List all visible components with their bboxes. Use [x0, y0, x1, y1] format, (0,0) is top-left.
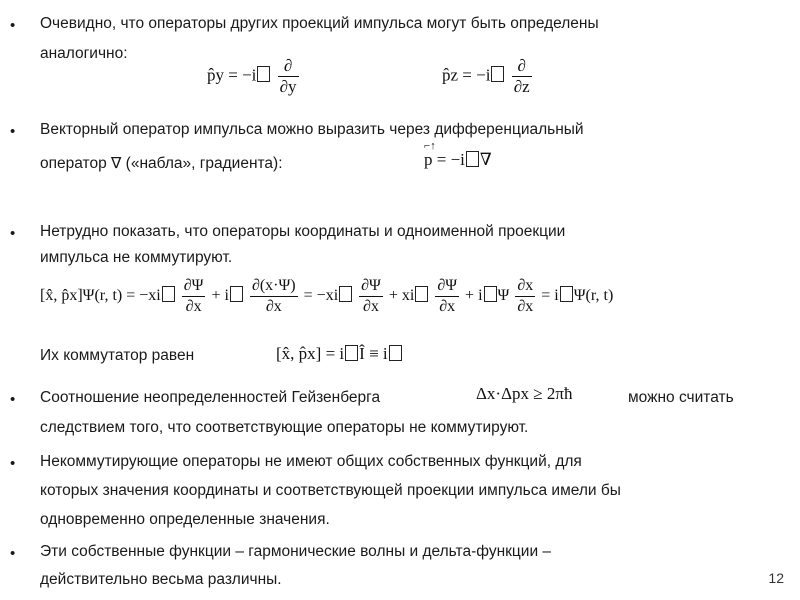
fraction-numerator: ∂Ψ [359, 276, 383, 297]
fraction [182, 276, 206, 317]
formula-heisenberg: Δx·Δpx ≥ 2πħ [476, 384, 573, 403]
bullet-3-line-1: Нетрудно показать, что операторы координаты и одноименной проекции [40, 223, 566, 240]
bullet-6-line-2: действительно весьма различны. [40, 571, 282, 588]
vector-arrow-box: ⌐↑ [424, 140, 436, 152]
fraction-denominator: ∂x [363, 298, 379, 315]
formula-commutator-expansion [40, 276, 613, 317]
bullet-4-line-2: следствием того, что соответствующие операторы не коммутируют. [40, 419, 529, 436]
formula-equiv-i: ≡ i [369, 344, 388, 363]
formula-py [207, 56, 301, 97]
bullet-5-line-3: одновременно определенные значения. [40, 511, 330, 528]
fraction [512, 56, 532, 97]
missing-glyph-box [162, 286, 175, 302]
bullet-4-line-1-part-1: Соотношение неопределенностей Гейзенберга [40, 389, 381, 406]
psi-rt: Ψ(r, t) [573, 287, 614, 305]
bullet-1-line-2: аналогично: [40, 45, 128, 62]
bullet-marker: • [10, 225, 16, 242]
fraction-numerator: ∂(x·Ψ) [250, 276, 298, 297]
fraction-numerator: ∂ [512, 56, 532, 77]
bullet-5-line-1: Некоммутирующие операторы не имеют общих собственных функций, для [40, 453, 582, 470]
bullet-marker: • [10, 17, 16, 34]
formula-p-lhs: p = −i [424, 150, 465, 169]
formula-plus-xi: + xi [388, 287, 415, 305]
formula-py-lhs: p̂y = −i [207, 65, 257, 85]
fraction-denominator: ∂x [439, 298, 456, 315]
formula-pz-lhs: p̂z = −i [442, 65, 491, 85]
missing-glyph-box [389, 345, 402, 361]
bullet-4-line-1-part-2: можно считать [628, 389, 734, 406]
slide-number: 12 [768, 570, 784, 586]
fraction-numerator: ∂Ψ [435, 276, 459, 297]
bullet-3-line-2: импульса не коммутируют. [40, 249, 233, 266]
bullet-1-line-1: Очевидно, что операторы других проекций импульса могут быть определены [40, 15, 599, 32]
fraction-numerator: ∂Ψ [182, 276, 206, 297]
commutator-label: Их коммутатор равен [40, 347, 195, 364]
missing-glyph-box [257, 66, 270, 82]
bullet-marker: • [10, 545, 16, 562]
fraction-denominator: ∂x [185, 298, 202, 315]
fraction [278, 56, 299, 97]
bullet-2-line-2: оператор ∇ («набла», градиента): [40, 155, 283, 172]
formula-eq-minus-xi: = −xi [303, 287, 339, 305]
fraction-numerator: ∂x [515, 276, 535, 297]
formula-plus-i-psi: + i [465, 287, 483, 305]
bullet-2-line-1: Векторный оператор импульса можно выразить через дифференциальный [40, 121, 584, 138]
bullet-6-line-1: Эти собственные функции – гармонические волны и дельта-функции – [40, 543, 552, 560]
formula-p-vector [424, 140, 492, 170]
missing-glyph-box [560, 286, 573, 302]
formula-comm-result-lhs: [x̂, p̂x] = i [276, 344, 345, 363]
fraction-denominator: ∂x [517, 298, 534, 315]
formula-pz [442, 56, 534, 97]
bullet-5-line-2: которых значения координаты и соответствующей проекции импульса имели бы [40, 482, 621, 499]
formula-eq-i: = i [541, 287, 559, 305]
fraction [250, 276, 298, 317]
missing-glyph-box [345, 345, 358, 361]
fraction [435, 276, 459, 317]
missing-glyph-box [230, 286, 243, 302]
fraction [515, 276, 535, 317]
fraction [359, 276, 383, 317]
fraction-denominator: ∂x [265, 298, 282, 315]
bullet-marker: • [10, 455, 16, 472]
bullet-marker: • [10, 123, 16, 140]
nabla-symbol: ∇ [479, 150, 492, 169]
formula-comm-lhs: [x̂, p̂x]Ψ(r, t) = −xi [40, 287, 161, 305]
fraction-denominator: ∂y [279, 77, 297, 96]
missing-glyph-box [491, 66, 504, 82]
missing-glyph-box [339, 286, 352, 302]
bullet-marker: • [10, 391, 16, 408]
fraction-numerator: ∂ [278, 56, 299, 77]
fraction-denominator: ∂z [513, 77, 530, 96]
missing-glyph-box [484, 286, 497, 302]
formula-commutator-result [276, 344, 403, 364]
identity-operator: Î [359, 344, 365, 363]
missing-glyph-box [415, 286, 428, 302]
formula-plus-i: + i [211, 287, 229, 305]
missing-glyph-box [466, 151, 479, 167]
psi-symbol: Ψ [497, 287, 510, 305]
